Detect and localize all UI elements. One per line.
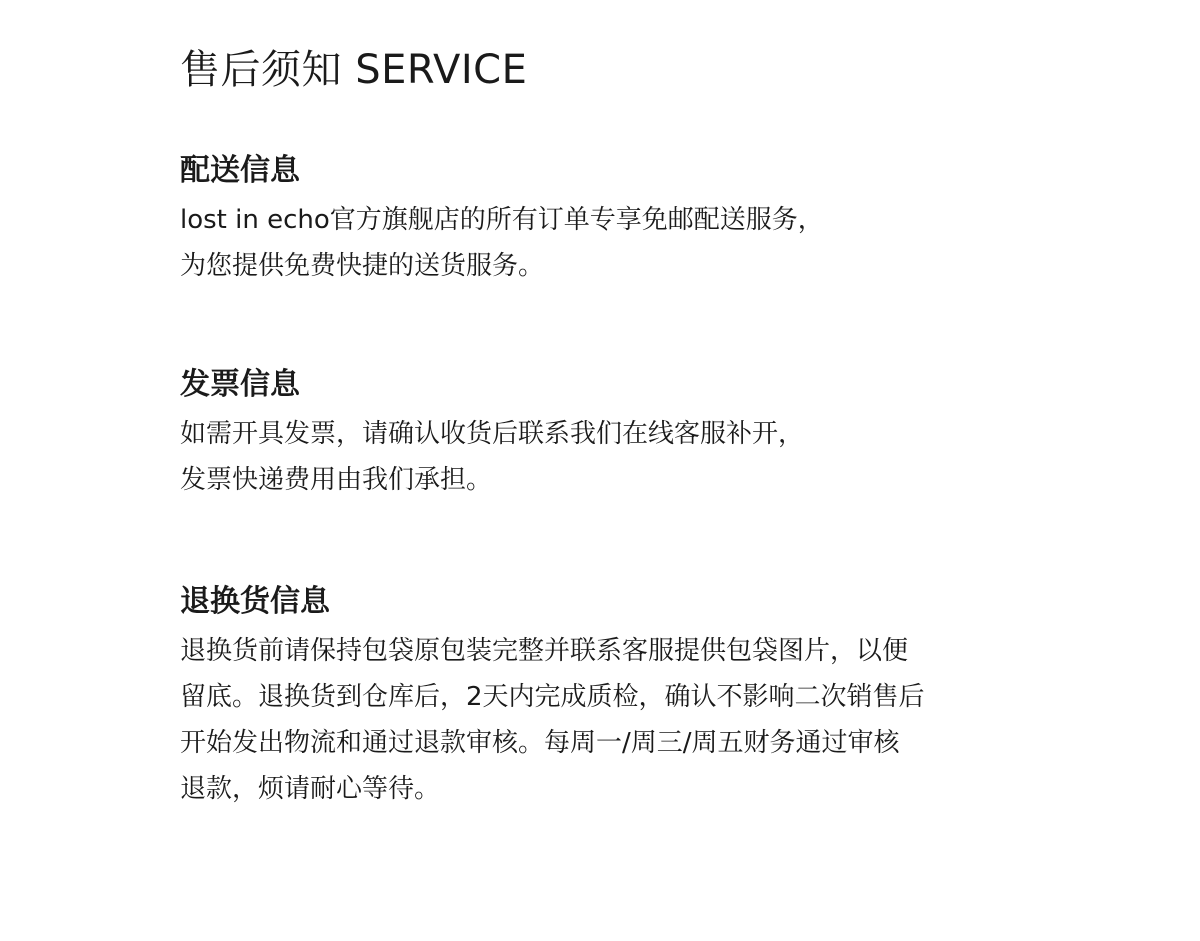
section-body-invoice (180, 411, 1040, 503)
body-line: 留底。退换货到仓库后，2天内完成质检，确认不影响二次销售后 (180, 682, 925, 712)
section-return-exchange-info (180, 582, 1040, 812)
body-line: 发票快递费用由我们承担。 (180, 465, 493, 495)
body-line: 如需开具发票，请确认收货后联系我们在线客服补开， (180, 419, 805, 449)
body-line: 退换货前请保持包袋原包装完整并联系客服提供包袋图片，以便 (180, 636, 909, 666)
section-invoice-info (180, 365, 1040, 503)
page-title: 售后须知 SERVICE (180, 47, 528, 93)
section-body-return-exchange (180, 628, 1040, 812)
section-heading-return-exchange: 退换货信息 (180, 584, 330, 619)
body-line: 退款，烦请耐心等待。 (180, 774, 441, 804)
section-delivery-info (180, 151, 1040, 289)
body-line: 为您提供免费快捷的送货服务。 (180, 251, 545, 281)
section-heading-invoice: 发票信息 (180, 367, 300, 402)
section-body-delivery (180, 197, 1040, 289)
body-line: 开始发出物流和通过退款审核。每周一/周三/周五财务通过审核 (180, 728, 900, 758)
section-heading-delivery: 配送信息 (180, 153, 300, 188)
body-line: lost in echo官方旗舰店的所有订单专享免邮配送服务， (180, 205, 824, 235)
